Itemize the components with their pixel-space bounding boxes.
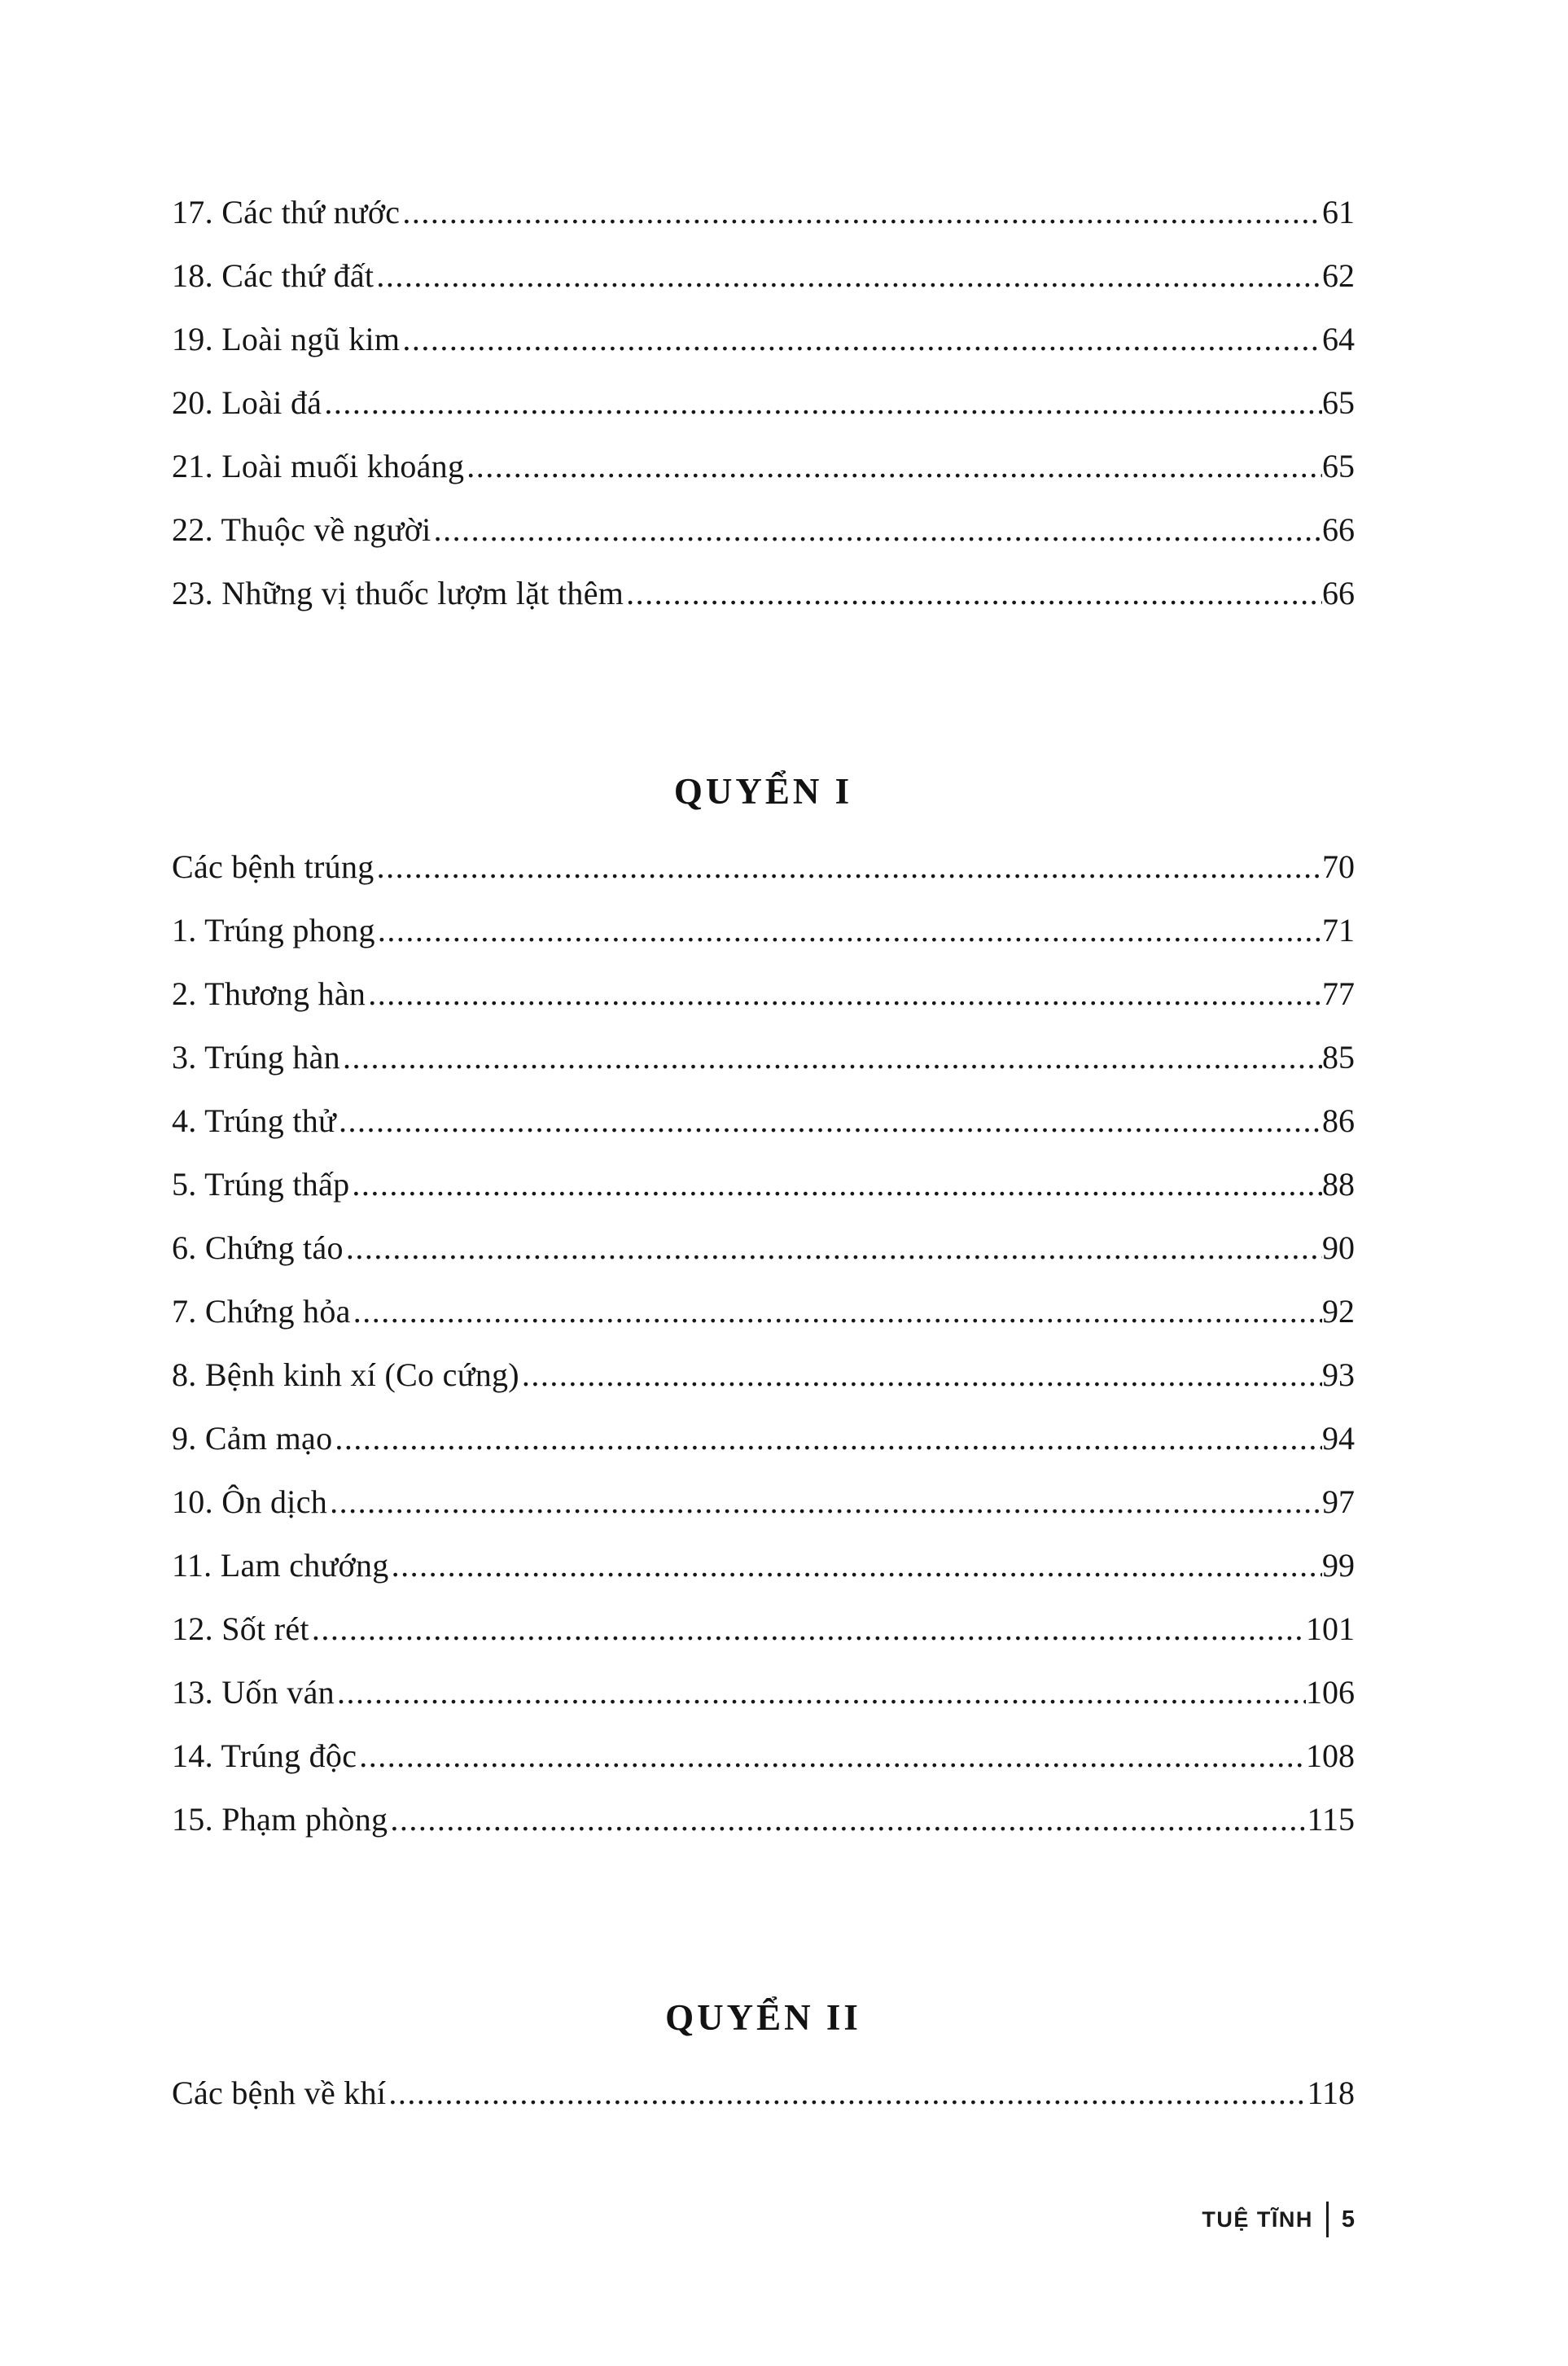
toc-entry-page: 115 [1307, 1801, 1355, 1838]
toc-entry-title: 22. Thuộc về người [172, 511, 431, 548]
toc-entry [172, 1089, 1355, 1153]
dot-leader [335, 1407, 1322, 1470]
toc-entry [172, 1597, 1355, 1661]
toc-entry-title: 20. Loài đá [172, 384, 322, 421]
toc-entry-page: 70 [1322, 848, 1355, 885]
toc-sections [172, 181, 1355, 2125]
toc-entry-title: 13. Uốn ván [172, 1674, 335, 1711]
toc-entry-title: 19. Loài ngũ kim [172, 321, 401, 357]
toc-entry-title: 1. Trúng phong [172, 912, 375, 949]
dot-leader [352, 1153, 1322, 1216]
dot-leader [353, 1280, 1322, 1343]
toc-entry [172, 1216, 1355, 1280]
toc-entry [172, 1407, 1355, 1470]
toc-entry-title: 10. Ôn dịch [172, 1483, 328, 1520]
dot-leader [337, 1661, 1306, 1724]
dot-leader [522, 1343, 1322, 1407]
dot-leader [378, 899, 1322, 962]
toc-entry-page: 64 [1322, 321, 1355, 357]
toc-entry-title: 2. Thương hàn [172, 975, 366, 1012]
toc-entry-page: 99 [1322, 1547, 1355, 1584]
toc-entry [172, 1724, 1355, 1788]
toc-entry-title: 4. Trúng thử [172, 1102, 337, 1139]
toc-entry-page: 94 [1322, 1420, 1355, 1457]
section-heading: QUYỂN II [665, 1997, 861, 2038]
toc-entry-page: 85 [1322, 1039, 1355, 1076]
toc-entry-title: Các bệnh về khí [172, 2075, 387, 2111]
dot-leader [390, 1788, 1307, 1851]
page-footer [1202, 2202, 1355, 2237]
dot-leader [434, 498, 1322, 562]
footer-divider [1326, 2202, 1329, 2237]
toc-entry [172, 1470, 1355, 1534]
dot-leader [626, 562, 1322, 625]
toc-entry-page: 65 [1322, 448, 1355, 484]
footer-book-title: TUỆ TĨNH [1202, 2206, 1313, 2232]
toc-entry [172, 371, 1355, 435]
dot-leader [402, 181, 1322, 244]
toc-entry-title: 15. Phạm phòng [172, 1801, 388, 1838]
toc-entry [172, 962, 1355, 1026]
toc-entry [172, 1661, 1355, 1724]
toc-entry [172, 835, 1355, 899]
toc-entry-page: 65 [1322, 384, 1355, 421]
toc-entry-page: 77 [1322, 975, 1355, 1012]
toc-entry-page: 86 [1322, 1102, 1355, 1139]
toc-entry-page: 101 [1306, 1610, 1355, 1647]
dot-leader [402, 308, 1322, 371]
toc-entry-page: 108 [1306, 1737, 1355, 1774]
toc-entry-title: 5. Trúng thấp [172, 1166, 350, 1203]
toc-entry [172, 308, 1355, 371]
toc-entry [172, 435, 1355, 498]
dot-leader [392, 1534, 1322, 1597]
toc-entry-page: 62 [1322, 257, 1355, 294]
toc-entry-title: 12. Sốt rét [172, 1610, 309, 1647]
toc-entry-page: 88 [1322, 1166, 1355, 1203]
toc-entry-page: 118 [1307, 2075, 1355, 2111]
toc-entry-page: 93 [1322, 1356, 1355, 1393]
dot-leader [368, 962, 1322, 1026]
toc-entry-title: 14. Trúng độc [172, 1737, 357, 1774]
toc-entry-page: 97 [1322, 1483, 1355, 1520]
section-heading: QUYỂN I [673, 771, 853, 812]
dot-leader [346, 1216, 1322, 1280]
toc-entry-page: 61 [1322, 194, 1355, 230]
toc-entry [172, 498, 1355, 562]
toc-entry [172, 1026, 1355, 1089]
toc-entry-title: 9. Cảm mạo [172, 1420, 333, 1457]
toc-entry-title: 6. Chứng táo [172, 1229, 344, 1266]
toc-entry [172, 244, 1355, 308]
toc-entry-page: 106 [1306, 1674, 1355, 1711]
dot-leader [312, 1597, 1306, 1661]
dot-leader [343, 1026, 1322, 1089]
dot-leader [376, 244, 1322, 308]
toc-entry-page: 90 [1322, 1229, 1355, 1266]
dot-leader [466, 435, 1322, 498]
dot-leader [324, 371, 1322, 435]
toc-entry [172, 2061, 1355, 2125]
toc-entry-page: 66 [1322, 511, 1355, 548]
toc-entry-title: 7. Chứng hỏa [172, 1293, 351, 1330]
toc-entry [172, 1788, 1355, 1851]
toc-entry [172, 1153, 1355, 1216]
toc-entry-title: 17. Các thứ nước [172, 194, 401, 230]
toc-entry-title: 18. Các thứ đất [172, 257, 374, 294]
dot-leader [339, 1089, 1322, 1153]
toc-entry [172, 1534, 1355, 1597]
toc-entry-page: 71 [1322, 912, 1355, 949]
dot-leader [330, 1470, 1322, 1534]
toc-entry-title: 11. Lam chướng [172, 1547, 389, 1584]
toc-entry [172, 899, 1355, 962]
toc-entry-title: 3. Trúng hàn [172, 1039, 340, 1076]
dot-leader [388, 2061, 1307, 2125]
toc-entry-page: 92 [1322, 1293, 1355, 1330]
toc-entry-title: Các bệnh trúng [172, 848, 374, 885]
footer-page-number: 5 [1341, 2206, 1355, 2232]
toc-entry-page: 66 [1322, 575, 1355, 611]
toc-entry [172, 1343, 1355, 1407]
toc-entry [172, 562, 1355, 625]
dot-leader [377, 835, 1322, 899]
toc-entry-title: 21. Loài muối khoáng [172, 448, 465, 484]
dot-leader [359, 1724, 1306, 1788]
toc-entry [172, 181, 1355, 244]
toc-entry-title: 23. Những vị thuốc lượm lặt thêm [172, 575, 624, 611]
toc-entry [172, 1280, 1355, 1343]
toc-entry-title: 8. Bệnh kinh xí (Co cứng) [172, 1356, 519, 1393]
